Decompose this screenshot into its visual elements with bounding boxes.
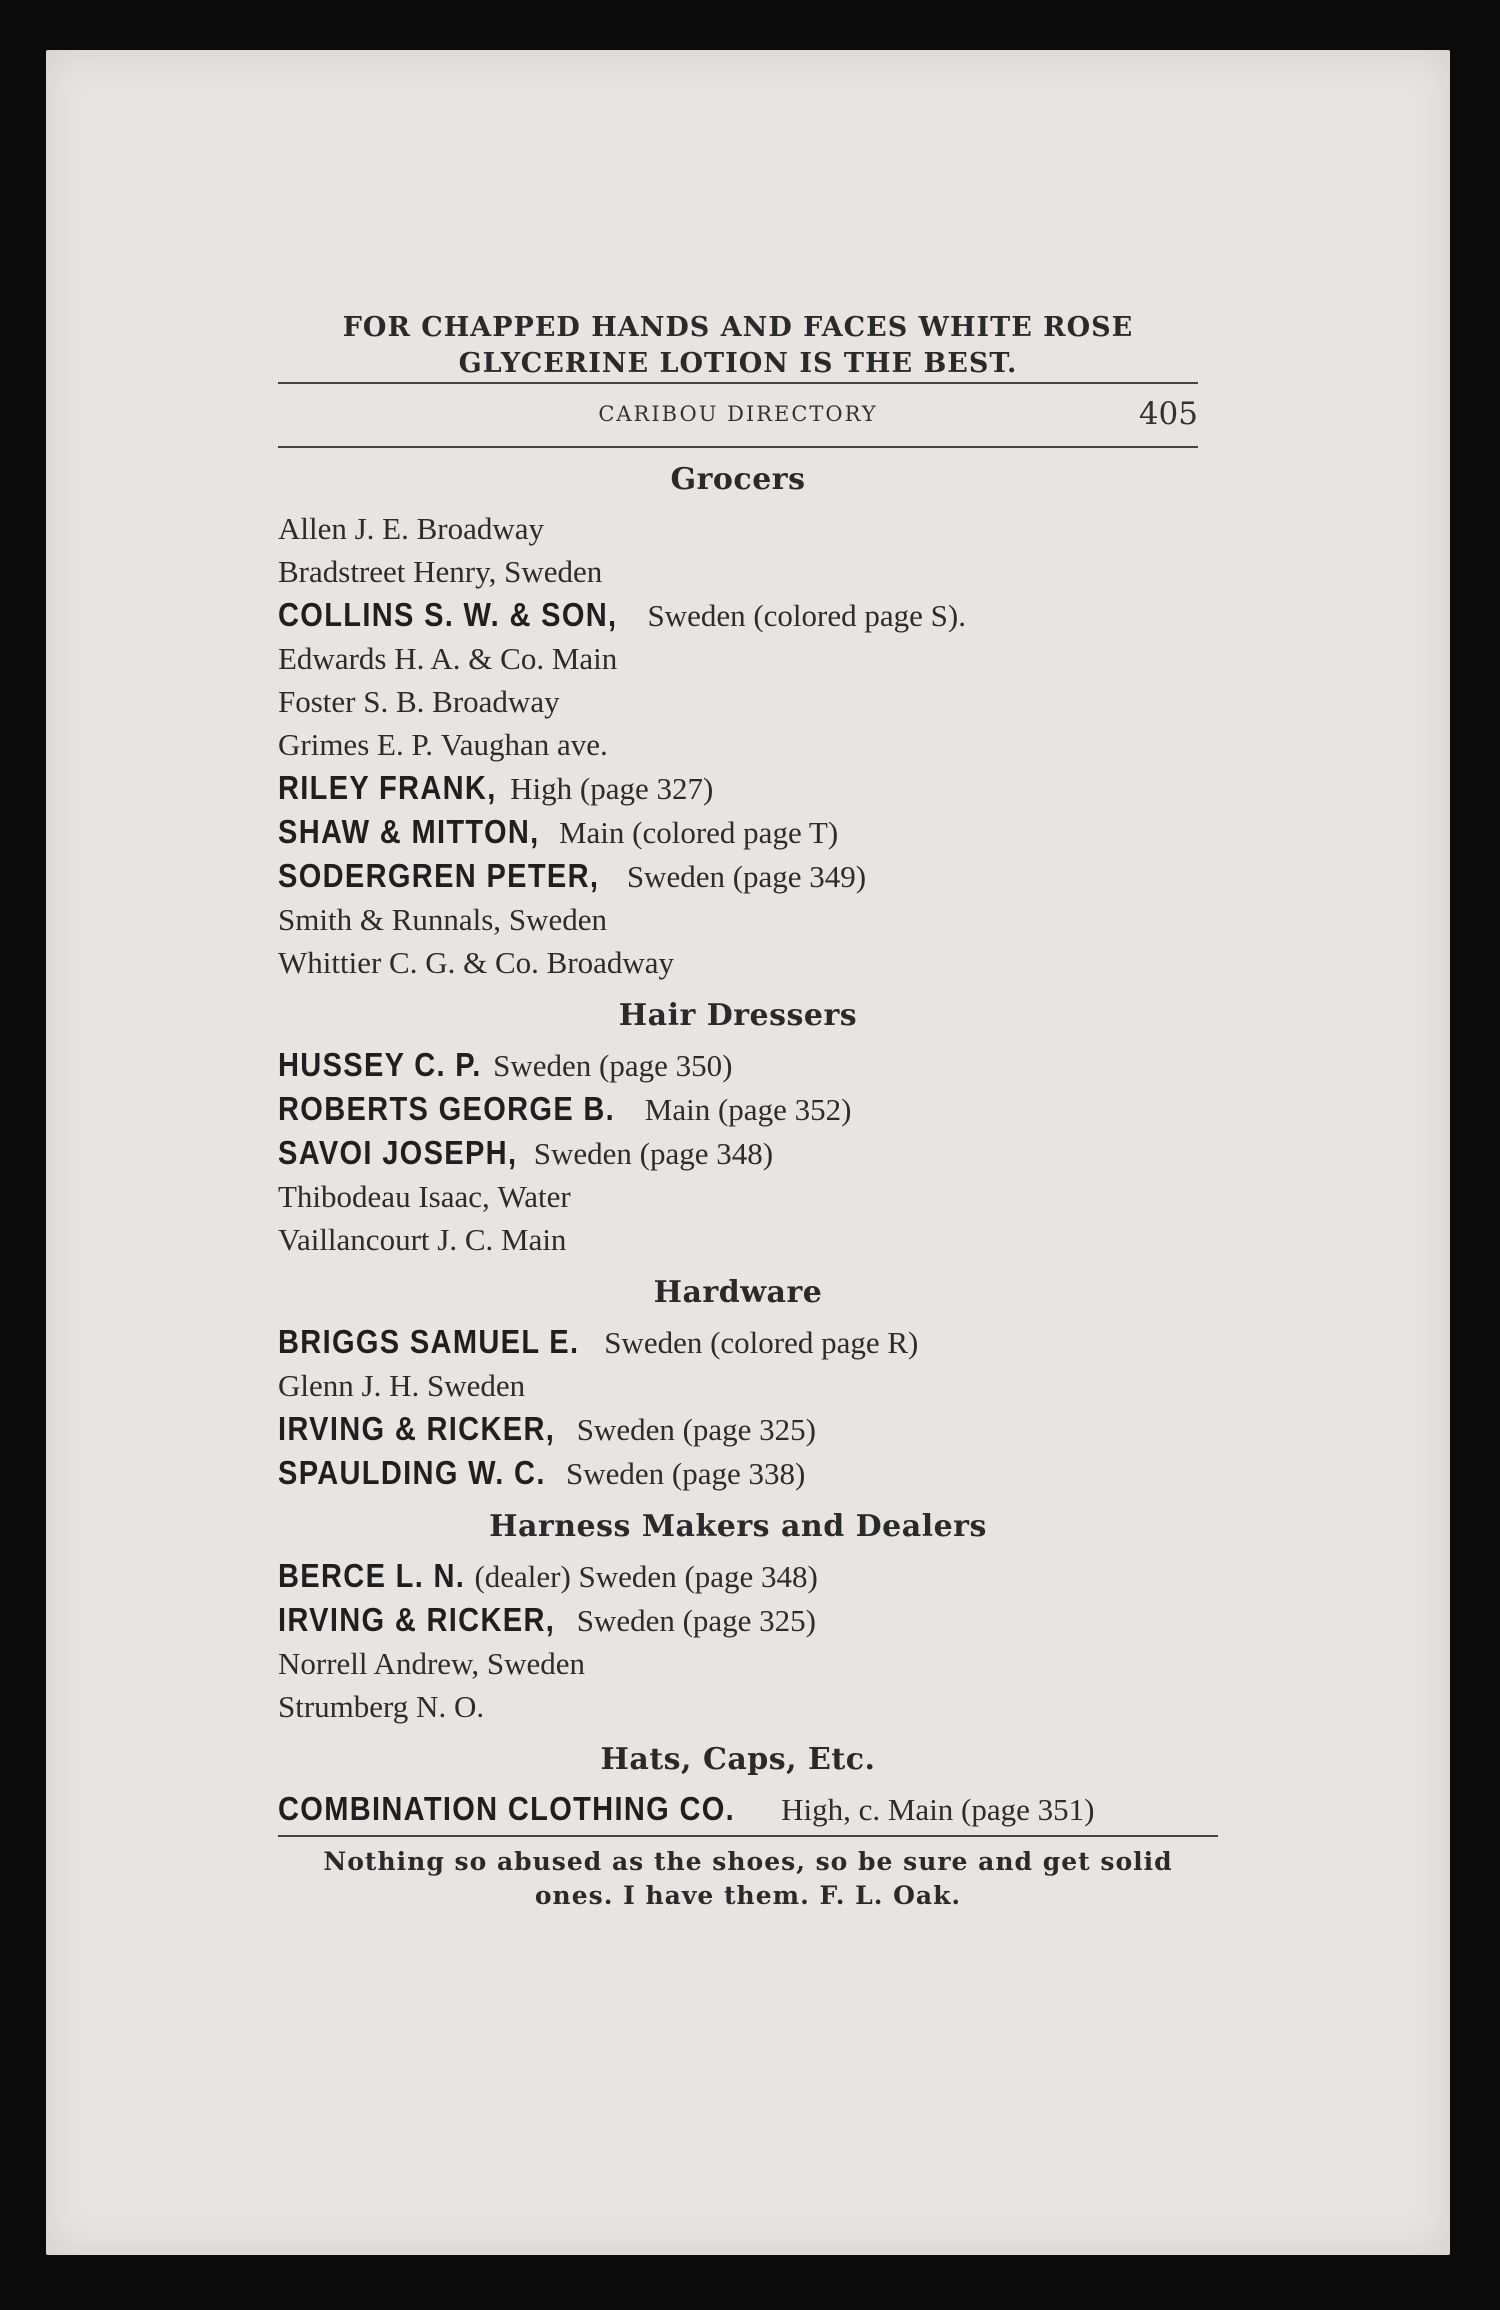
- directory-entry: [278, 941, 1250, 984]
- entry-name: Strumberg N. O.: [278, 1689, 485, 1724]
- entry-details: Main: [501, 1222, 567, 1257]
- entry-name: Allen J. E.: [278, 511, 409, 546]
- entry-name: RILEY FRANK,: [278, 769, 497, 806]
- directory-entry: [278, 1320, 1250, 1364]
- directory-entry: [278, 766, 1250, 810]
- bottom-ad-line-1: Nothing so abused as the shoes, so be sure and get solid: [323, 1847, 1173, 1876]
- section-heading: Hair Dressers: [618, 998, 858, 1033]
- directory-entry: [278, 593, 1250, 637]
- entry-details: Sweden (page 325): [576, 1603, 816, 1638]
- top-ad-line-2: GLYCERINE LOTION IS THE BEST.: [458, 348, 1018, 379]
- entry-details: Sweden: [504, 554, 603, 589]
- directory-entry: [278, 1087, 1250, 1131]
- running-head: [278, 384, 1198, 446]
- entry-name: ROBERTS GEORGE B.: [278, 1090, 616, 1127]
- directory-entry: [278, 1218, 1250, 1261]
- entry-details: Main (colored page T): [558, 815, 839, 850]
- entry-name: BERCE L. N.: [278, 1557, 466, 1594]
- entry-name: BRIGGS SAMUEL E.: [278, 1323, 580, 1360]
- directory-entry: [278, 637, 1250, 680]
- directory-entry: [278, 1364, 1250, 1407]
- entry-details: Sweden: [508, 902, 607, 937]
- entry-details: Broadway: [546, 945, 675, 980]
- entry-details: Broadway: [432, 684, 560, 719]
- directory-entry: [278, 810, 1250, 854]
- entry-details: (dealer) Sweden (page 348): [474, 1559, 818, 1594]
- directory-entry: [278, 898, 1250, 941]
- entry-details: Sweden: [426, 1368, 526, 1403]
- entry-name: SPAULDING W. C.: [278, 1454, 546, 1491]
- entry-details: High (page 327): [510, 771, 714, 806]
- entry-details: Sweden (page 325): [576, 1412, 816, 1447]
- entry-details: Broadway: [416, 511, 545, 546]
- entry-name: Edwards H. A. & Co.: [278, 641, 545, 676]
- entry-name: Vaillancourt J. C.: [278, 1222, 494, 1257]
- entry-name: Whittier C. G. & Co.: [278, 945, 539, 980]
- entry-name: Glenn J. H.: [278, 1368, 420, 1403]
- entry-name: Norrell Andrew,: [278, 1646, 480, 1681]
- entry-name: SHAW & MITTON,: [278, 813, 540, 850]
- entry-details: Main: [551, 641, 618, 676]
- entry-details: Main (page 352): [644, 1092, 852, 1127]
- entry-name: COMBINATION CLOTHING CO.: [278, 1790, 736, 1827]
- directory-entry: [278, 723, 1250, 766]
- directory-listing: [278, 462, 1250, 1831]
- directory-entry: [278, 1554, 1250, 1598]
- directory-entry: [278, 550, 1250, 593]
- directory-entry: [278, 1685, 1250, 1728]
- section-heading: Hats, Caps, Etc.: [600, 1742, 876, 1777]
- entry-name: IRVING & RICKER,: [278, 1410, 556, 1447]
- page-content: [278, 260, 1250, 1913]
- running-title: CARIBOU DIRECTORY: [598, 402, 878, 426]
- directory-entry: [278, 1451, 1250, 1495]
- entry-details: Sweden (page 348): [533, 1136, 774, 1171]
- header-rule: [278, 446, 1198, 448]
- entry-name: Thibodeau Isaac,: [278, 1179, 490, 1214]
- book-page: [46, 50, 1450, 2255]
- entry-name: SODERGREN PETER,: [278, 857, 600, 894]
- entry-details: Sweden (colored page S).: [647, 598, 966, 633]
- directory-entry: [278, 1043, 1250, 1087]
- entry-name: Bradstreet Henry,: [278, 554, 497, 589]
- section-heading: Hardware: [653, 1275, 823, 1310]
- page-number: 405: [1138, 396, 1198, 432]
- entry-name: HUSSEY C. P.: [278, 1046, 482, 1083]
- entry-name: IRVING & RICKER,: [278, 1601, 556, 1638]
- entry-details: Water: [497, 1179, 571, 1214]
- directory-entry: [278, 680, 1250, 723]
- directory-entry: [278, 507, 1250, 550]
- directory-entry: [278, 854, 1250, 898]
- directory-entry: [278, 1131, 1250, 1175]
- entry-details: Sweden: [486, 1646, 586, 1681]
- entry-details: Sweden (page 338): [565, 1456, 806, 1491]
- directory-entry: [278, 1787, 1250, 1831]
- entry-name: Grimes E. P.: [278, 727, 433, 762]
- section-heading: Grocers: [670, 462, 806, 497]
- directory-entry: [278, 1407, 1250, 1451]
- bottom-advertisement: [278, 1845, 1218, 1913]
- entry-name: Smith & Runnals,: [278, 902, 502, 937]
- bottom-ad-line-2: ones. I have them. F. L. Oak.: [534, 1881, 962, 1910]
- directory-entry: [278, 1175, 1250, 1218]
- entry-name: COLLINS S. W. & SON,: [278, 596, 618, 633]
- entry-name: SAVOI JOSEPH,: [278, 1134, 518, 1171]
- section-heading: Harness Makers and Dealers: [489, 1509, 987, 1544]
- entry-details: High, c. Main (page 351): [781, 1792, 1095, 1827]
- bottom-rule: [278, 1835, 1218, 1837]
- directory-entry: [278, 1642, 1250, 1685]
- entry-details: Vaughan ave.: [440, 727, 608, 762]
- directory-entry: [278, 1598, 1250, 1642]
- top-ad-line-1: FOR CHAPPED HANDS AND FACES WHITE ROSE: [342, 312, 1134, 343]
- entry-name: Foster S. B.: [278, 684, 425, 719]
- entry-details: Sweden (colored page R): [604, 1325, 919, 1360]
- top-advertisement: [278, 310, 1198, 382]
- entry-details: Sweden (page 350): [493, 1048, 733, 1083]
- entry-details: Sweden (page 349): [626, 859, 867, 894]
